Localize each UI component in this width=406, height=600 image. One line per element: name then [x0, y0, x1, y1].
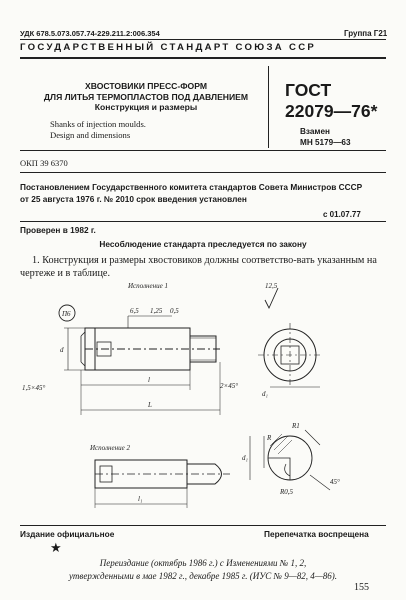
- okp-rule: [20, 172, 386, 173]
- end-view-dim: d₁: [262, 390, 268, 398]
- roughness-main: 12,5: [265, 282, 278, 290]
- title-english: [50, 119, 146, 141]
- title-block: [36, 81, 256, 103]
- chamfer-right: 2×45°: [220, 382, 239, 390]
- title-rule: [20, 150, 386, 151]
- dim-R: R: [267, 434, 272, 442]
- fit-circle-label: П6: [62, 310, 71, 318]
- chamfer-left: 1,5×45°: [22, 384, 46, 392]
- gost-number: 22079—76*: [285, 101, 378, 121]
- decree-rule: [20, 221, 386, 222]
- drawing-version1-label: Исполнение 1: [128, 282, 168, 290]
- title-english-line-2: Design and dimensions: [50, 130, 131, 140]
- gost-label: ГОСТ: [285, 80, 332, 100]
- dim-l1: l₁: [138, 495, 143, 503]
- dim-d: d: [60, 346, 64, 354]
- group-code: Группа Г21: [344, 29, 388, 38]
- replaces-label: Взамен: [300, 127, 330, 136]
- paragraph-1: 1. Конструкция и размеры хвостовиков должны соответство-вать указанным на чертеже и в таблице.: [20, 255, 377, 279]
- gost-number-block: [285, 80, 377, 122]
- dim-L: L: [148, 401, 152, 409]
- reissue-line-2: утвержденными в мае 1982 г., декабре 1985 г. (ИУС № 9—82, 4—86).: [68, 571, 338, 581]
- replaces-value: МН 5179—63: [300, 138, 351, 147]
- state-standard-banner: ГОСУДАРСТВЕННЫЙ СТАНДАРТ СОЮЗА ССР: [20, 42, 317, 53]
- title-english-line-1: Shanks of injection moulds.: [50, 119, 146, 129]
- reissue-note: [20, 557, 386, 583]
- reissue-line-1: Переиздание (октябрь 1986 г.) с Изменениями № 1, 2,: [99, 558, 307, 568]
- udk-code: УДК 678.5.073.057.74-229.211.2:006.354: [20, 29, 160, 38]
- header-rule-top: [20, 39, 386, 40]
- roughness-2: 1,25: [150, 307, 163, 315]
- tolerance-label: 0,5: [170, 307, 179, 315]
- header-rule-bottom: [20, 57, 386, 59]
- page-number: 155: [354, 582, 369, 593]
- version2-label: Исполнение 2: [90, 444, 130, 452]
- decree-line-1: Постановлением Государственного комитета стандартов Совета Министров СССР: [20, 182, 363, 192]
- dim-R05: R0,5: [280, 488, 294, 496]
- reprint-prohibited: Перепечатка воспрещена: [264, 529, 369, 539]
- title-divider: [268, 66, 269, 148]
- dim-d1: d₁: [242, 454, 248, 462]
- replaces-block: [300, 126, 351, 148]
- shank-drawing: [20, 280, 386, 512]
- title-line-2: ДЛЯ ЛИТЬЯ ТЕРМОПЛАСТОВ ПОД ДАВЛЕНИЕМ: [43, 92, 249, 102]
- decree-line-2: от 25 августа 1976 г. № 2010 срок введения установлен: [20, 194, 247, 204]
- title-subtitle: Конструкция и размеры: [94, 102, 198, 112]
- footer-rule: [20, 525, 386, 526]
- roughness-1: 6,5: [130, 307, 139, 315]
- effective-date: с 01.07.77: [323, 210, 361, 219]
- decree-text: [20, 181, 386, 205]
- title-line-1: ХВОСТОВИКИ ПРЕСС-ФОРМ: [84, 81, 208, 91]
- star-mark: ★: [50, 540, 62, 555]
- official-edition: Издание официальное: [20, 529, 115, 539]
- dim-R1: R1: [292, 422, 300, 430]
- dim-l: l: [148, 376, 150, 384]
- violation-notice: Несоблюдение стандарта преследуется по закону: [99, 239, 307, 249]
- angle-45: 45°: [330, 478, 340, 486]
- checked-year: Проверен в 1982 г.: [20, 225, 96, 235]
- okp-code: ОКП 39 6370: [20, 158, 68, 168]
- version2-body: [95, 460, 187, 488]
